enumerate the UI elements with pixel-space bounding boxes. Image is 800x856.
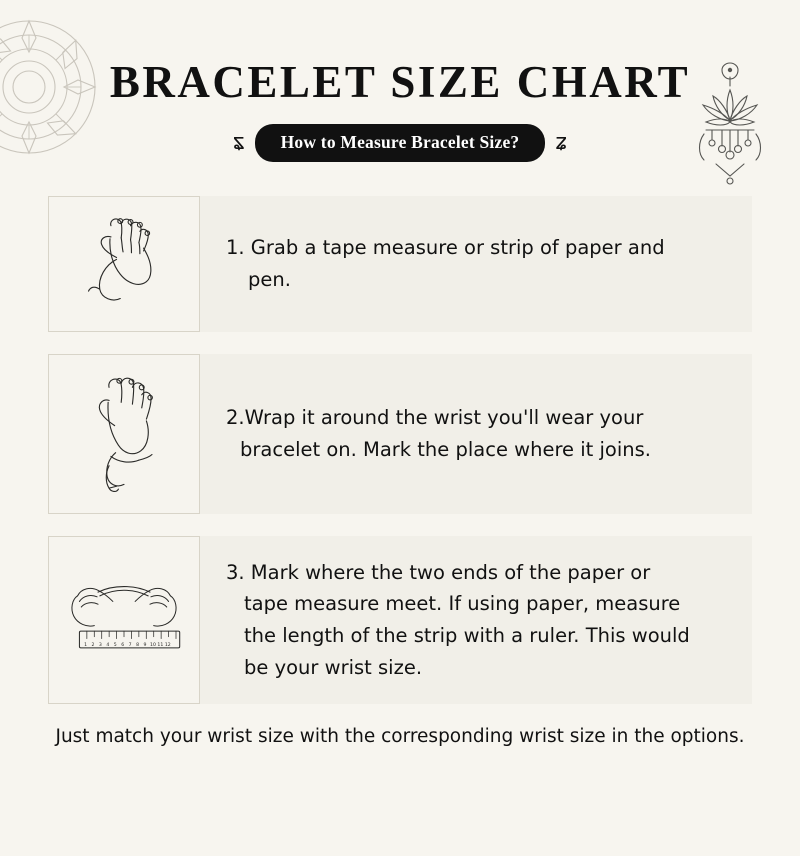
step-image-3 (48, 536, 200, 704)
svg-text:9: 9 (143, 643, 147, 648)
list-item (48, 536, 752, 704)
svg-text:12: 12 (164, 643, 171, 648)
steps-list (0, 196, 800, 704)
svg-text:5: 5 (113, 643, 117, 648)
svg-text:10: 10 (150, 643, 156, 648)
svg-text:7: 7 (128, 643, 132, 648)
step-2-line-2: bracelet on. Mark the place where it joins. (240, 438, 651, 461)
lotus-ornament-icon (682, 60, 778, 192)
hand-wrapped-tape-illustration (68, 368, 180, 500)
step-1-line-1: 1. Grab a tape measure or strip of paper and (226, 236, 665, 260)
footer-note: Just match your wrist size with the corresponding wrist size in the options. (55, 726, 745, 747)
subtitle-row (0, 124, 800, 162)
list-item (48, 196, 752, 332)
svg-text:8: 8 (136, 643, 140, 648)
subtitle-pill: How to Measure Bracelet Size? (255, 124, 546, 162)
step-image-2 (48, 354, 200, 514)
swirl-right-icon: ʑ (555, 130, 567, 155)
step-text-2 (200, 354, 752, 514)
svg-text:6: 6 (121, 643, 125, 648)
page-title: BRACELET SIZE CHART (109, 57, 691, 107)
step-3-line-2: tape measure meet. If using paper, measure (244, 592, 681, 616)
mandala-icon (0, 12, 104, 162)
step-image-1 (48, 196, 200, 332)
hands-measuring-ruler-illustration (59, 564, 189, 676)
svg-text:11: 11 (157, 643, 164, 648)
step-3-line-3: the length of the strip with a ruler. This would (244, 624, 690, 647)
svg-text:4: 4 (106, 643, 110, 648)
svg-text:2: 2 (91, 643, 95, 648)
list-item (48, 354, 752, 514)
svg-text:3: 3 (98, 643, 102, 648)
hand-holding-tape-illustration (68, 212, 180, 316)
step-3-line-4: be your wrist size. (244, 655, 423, 679)
step-text-3 (200, 536, 752, 704)
step-3-line-1: 3. Mark where the two ends of the paper or (226, 560, 651, 584)
step-1-line-2: pen. (248, 268, 291, 291)
svg-text:1: 1 (84, 643, 88, 648)
step-2-line-1: 2.Wrap it around the wrist you'll wear your (226, 406, 644, 430)
swirl-left-icon: ʑ (233, 130, 245, 155)
step-text-1 (200, 196, 752, 332)
